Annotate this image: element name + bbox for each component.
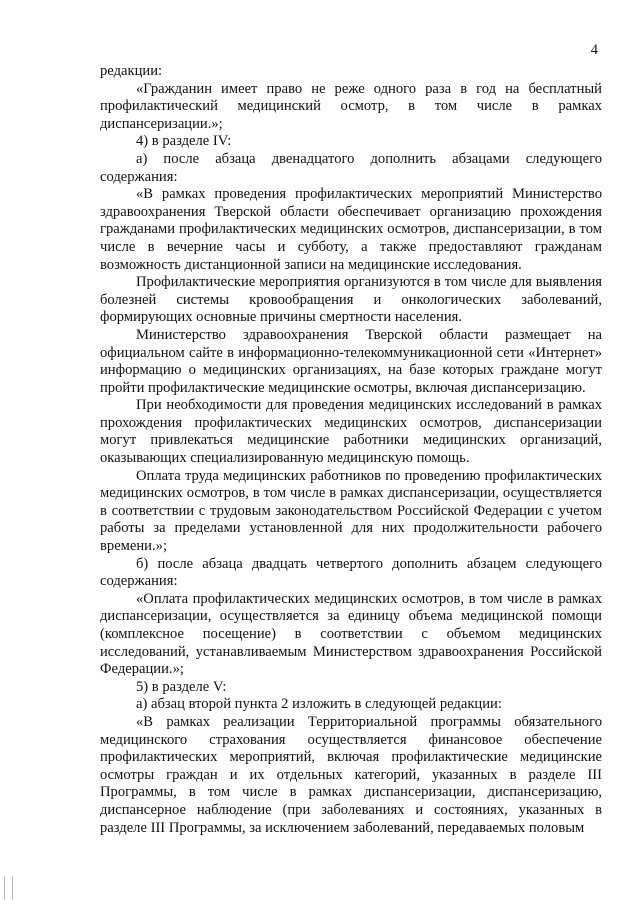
paragraph: а) абзац второй пункта 2 изложить в следующей редакции: [136, 696, 502, 713]
paragraph: б) после абзаца двадцать четвертого дополнить абзацем следующего содержания: [100, 555, 602, 590]
paragraph: Оплата труда медицинских работников по проведению профилактических медицинских осмотров, в том числе в рамках диспансеризации, осуществляется в соответствии с трудовым законодательством Российской Федерации с учетом работы за пределами установленной для них продолжительности рабочего времени.»; [100, 467, 602, 555]
paragraph: редакции: [100, 63, 163, 79]
paragraph: «В рамках реализации Территориальной программы обязательного медицинского страхования осуществляется финансовое обеспечение профилактических мероприятий, включая профилактические медицинские осмотры граждан и их отдельных категорий, указанных в разделе III Программы, в том числе в рамках диспансеризации, диспансеризацию, диспансерное наблюдение (при заболеваниях и состояниях, указанных в разделе III Программы, за исключением заболеваний, передаваемых половым [100, 713, 602, 836]
document-body [100, 63, 602, 837]
paragraph: «Гражданин имеет право не реже одного раза в год на бесплатный профилактический медицинский осмотр, в том числе в рамках диспансеризации.»; [100, 80, 602, 132]
page-number: 4 [590, 42, 598, 58]
paragraph: а) после абзаца двенадцатого дополнить абзацами следующего содержания: [100, 150, 602, 185]
paragraph: 4) в разделе IV: [136, 133, 232, 150]
margin-mark [4, 876, 13, 900]
paragraph: «В рамках проведения профилактических мероприятий Министерство здравоохранения Тверской области обеспечивает организацию прохождения гражданами профилактических медицинских осмотров, диспансеризации, в том числе в вечерние часы и субботу, а также предоставляют гражданам возможность дистанционной записи на медицинские исследования. [100, 186, 602, 273]
paragraph: «Оплата профилактических медицинских осмотров, в том числе в рамках диспансеризации, осуществляется за единицу объема медицинской помощи (комплексное посещение) в соответствии с объемом медицинских исследований, устанавливаемым Министерством здравоохранения Российской Федерации.»; [100, 590, 602, 678]
paragraph: Профилактические мероприятия организуются в том числе для выявления болезней системы кровообращения и онкологических заболеваний, формирующих основные причины смертности населения. [100, 274, 602, 326]
paragraph: При необходимости для проведения медицинских исследований в рамках прохождения профилактических медицинских осмотров, диспансеризации могут привлекаться медицинские работники медицинских организаций, оказывающих специализированную медицинскую помощь. [100, 397, 602, 467]
paragraph: Министерство здравоохранения Тверской области размещает на официальном сайте в информационно-телекоммуникационной сети «Интернет» информацию о медицинских организациях, на базе которых граждане могут пройти профилактические медицинские осмотры, включая диспансеризацию. [100, 326, 602, 396]
paragraph: 5) в разделе V: [136, 678, 227, 695]
